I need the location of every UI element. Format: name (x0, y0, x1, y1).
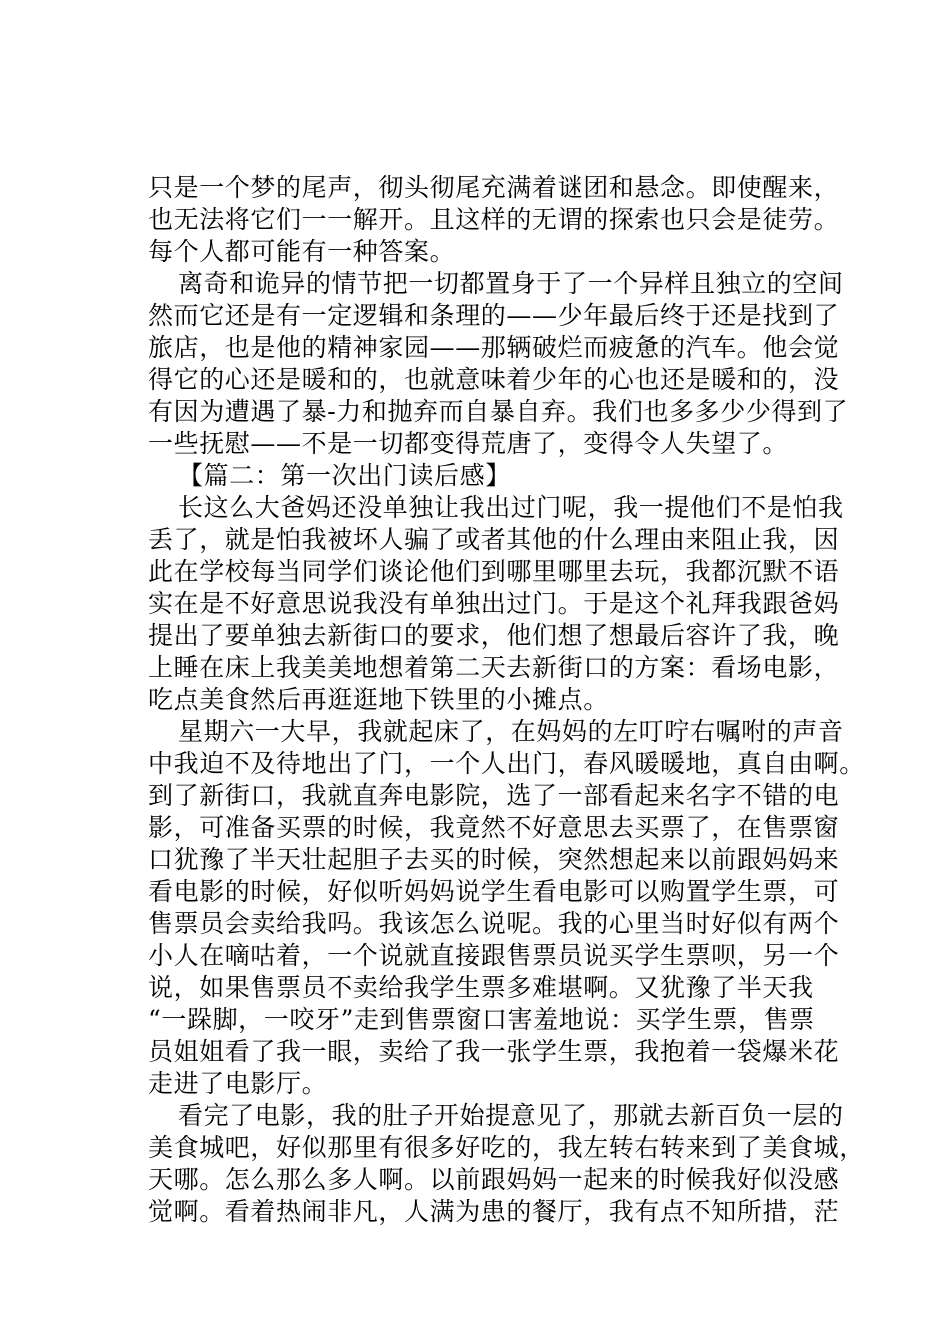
text-line: 售票员会卖给我吗。我该怎么说呢。我的心里当时好似有两个 (148, 909, 840, 938)
text-line: 提出了要单独去新街口的要求，他们想了想最后容许了我，晚 (148, 621, 840, 650)
text-line: “一跺脚，一咬牙”走到售票窗口害羞地说：买学生票，售票 (148, 1005, 815, 1034)
text-line: 实在是不好意思说我没有单独出过门。于是这个礼拜我跟爸妈 (148, 589, 840, 618)
text-line: 中我迫不及待地出了门，一个人出门，春风暖暖地，真自由啊。 (148, 749, 865, 778)
text-line: 天哪。怎么那么多人啊。以前跟妈妈一起来的时候我好似没感 (148, 1165, 840, 1194)
text-line: 旅店，也是他的精神家园——那辆破烂而疲惫的汽车。他会觉 (148, 333, 840, 362)
section-heading: 【篇二：第一次出门读后感】 (178, 461, 511, 490)
text-line: 口犹豫了半天壮起胆子去买的时候，突然想起来以前跟妈妈来 (148, 845, 840, 874)
text-line: 只是一个梦的尾声，彻头彻尾充满着谜团和悬念。即使醒来， (148, 173, 840, 202)
text-line: 影，可准备买票的时候，我竟然不好意思去买票了，在售票窗 (148, 813, 840, 842)
text-line: 员姐姐看了我一眼，卖给了我一张学生票，我抱着一袋爆米花 (148, 1037, 840, 1066)
text-line: 然而它还是有一定逻辑和条理的——少年最后终于还是找到了 (148, 301, 840, 330)
text-line: 一些抚慰——不是一切都变得荒唐了，变得令人失望了。 (148, 429, 789, 458)
text-line: 美食城吧，好似那里有很多好吃的，我左转右转来到了美食城， (148, 1133, 865, 1162)
text-line: 说，如果售票员不卖给我学生票多难堪啊。又犹豫了半天我 (148, 973, 814, 1002)
text-line: 有因为遭遇了暴-力和抛弃而自暴自弃。我们也多多少少得到了 (148, 397, 849, 426)
paragraph-start: 星期六一大早，我就起床了，在妈妈的左叮咛右嘱咐的声音 (178, 717, 844, 746)
text-line: 上睡在床上我美美地想着第二天去新街口的方案：看场电影， (148, 653, 840, 682)
text-line: 丢了，就是怕我被坏人骗了或者其他的什么理由来阻止我，因 (148, 525, 840, 554)
text-line: 看电影的时候，好似听妈妈说学生看电影可以购置学生票，可 (148, 877, 840, 906)
text-line: 每个人都可能有一种答案。 (148, 237, 456, 266)
paragraph-start: 离奇和诡异的情节把一切都置身于了一个异样且独立的空间 (178, 269, 844, 298)
text-line: 觉啊。看着热闹非凡，人满为患的餐厅，我有点不知所措，茫 (148, 1197, 840, 1226)
text-line: 也无法将它们一一解开。且这样的无谓的探索也只会是徒劳。 (148, 205, 840, 234)
text-line: 走进了电影厅。 (148, 1069, 328, 1098)
text-line: 小人在嘀咕着，一个说就直接跟售票员说买学生票呗，另一个 (148, 941, 840, 970)
paragraph-start: 看完了电影，我的肚子开始提意见了，那就去新百负一层的 (178, 1101, 844, 1130)
text-line: 吃点美食然后再逛逛地下铁里的小摊点。 (148, 685, 609, 714)
text-line: 此在学校每当同学们谈论他们到哪里哪里去玩，我都沉默不语 (148, 557, 840, 586)
paragraph-start: 长这么大爸妈还没单独让我出过门呢，我一提他们不是怕我 (178, 493, 844, 522)
text-line: 到了新街口，我就直奔电影院，选了一部看起来名字不错的电 (148, 781, 840, 810)
text-line: 得它的心还是暖和的，也就意味着少年的心也还是暖和的，没 (148, 365, 840, 394)
